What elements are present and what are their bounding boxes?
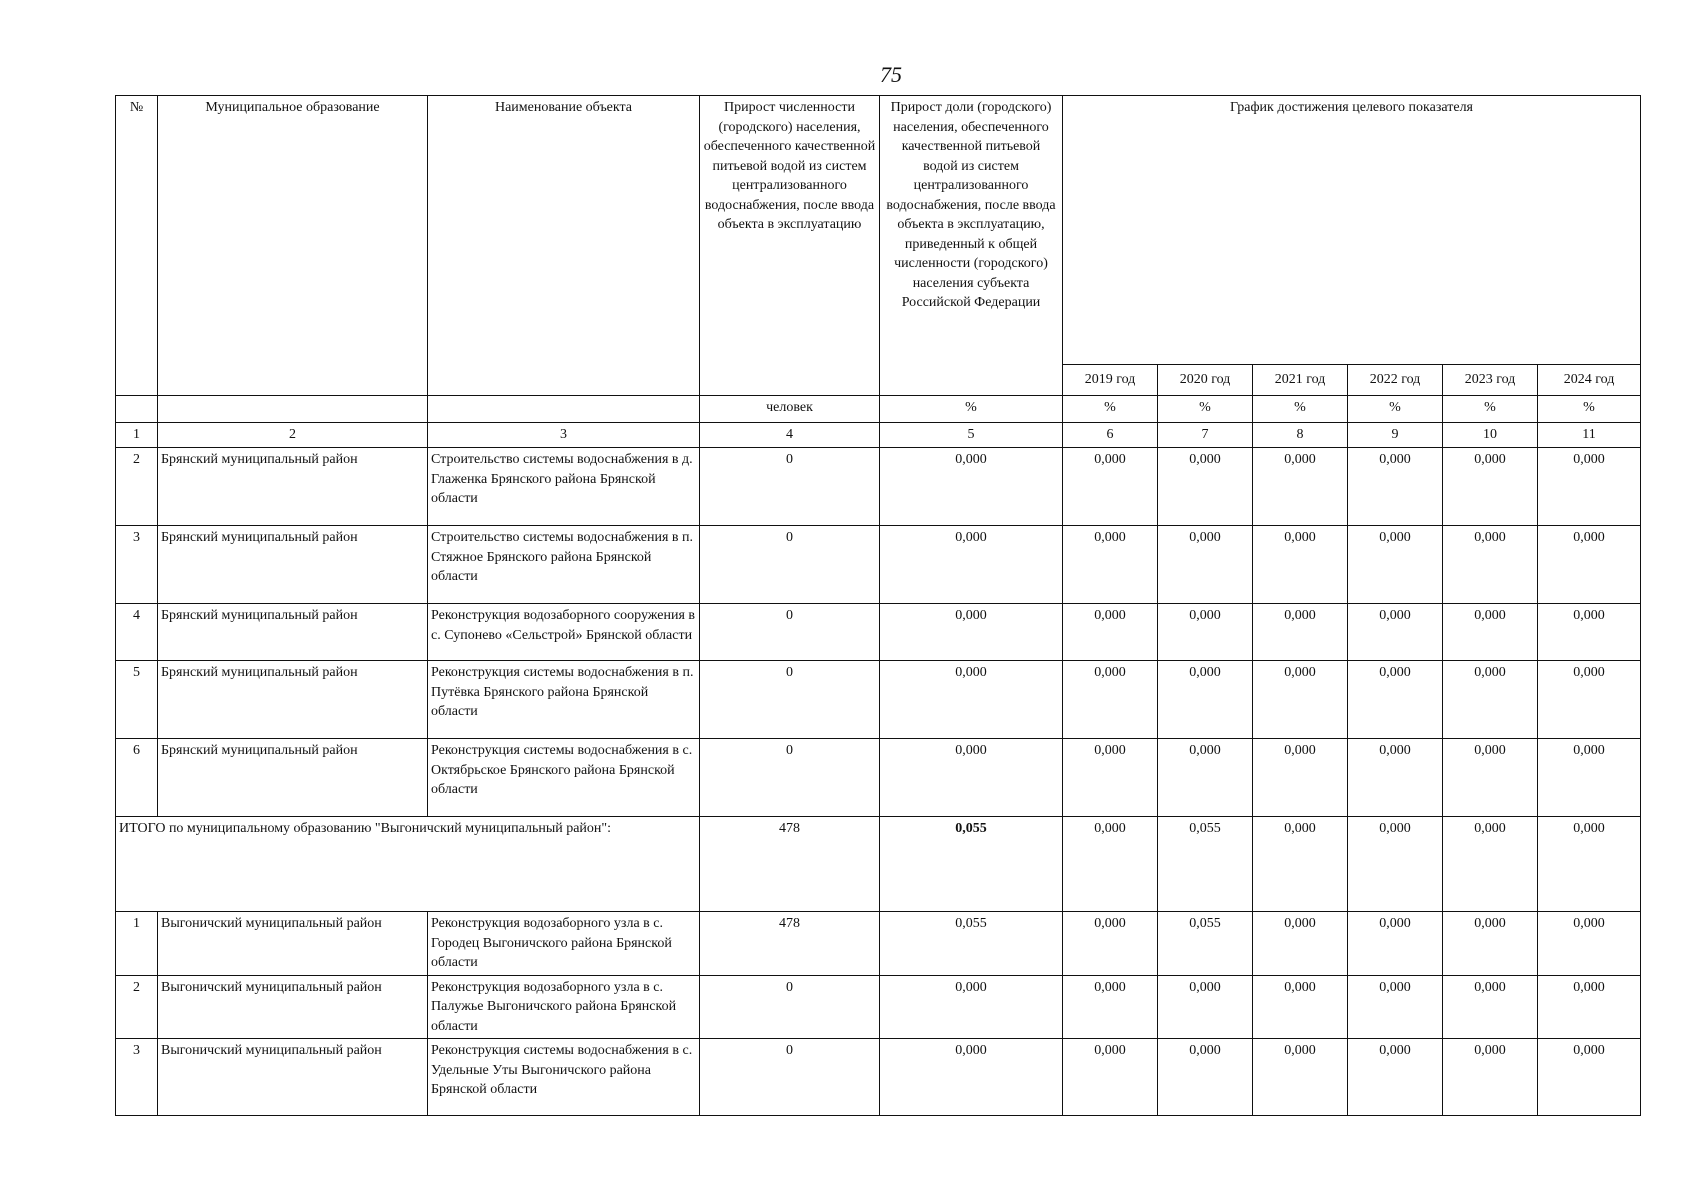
row-no: 3 <box>116 526 158 604</box>
row-year-value: 0,000 <box>1538 604 1641 661</box>
row-year-value: 0,000 <box>1443 739 1538 817</box>
row-year-value: 0,000 <box>1443 912 1538 976</box>
table-row <box>116 448 1641 526</box>
row-year-value: 0,000 <box>1443 975 1538 1039</box>
row-year-value: 0,000 <box>1538 661 1641 739</box>
header-schedule: График достижения целевого показателя <box>1063 96 1641 365</box>
row-year-value: 0,000 <box>1348 604 1443 661</box>
column-numbers-row <box>116 423 1641 448</box>
page-number: 75 <box>880 62 902 87</box>
row-share: 0,000 <box>880 526 1063 604</box>
row-year-value: 0,000 <box>1158 526 1253 604</box>
row-municipality: Брянский муниципальный район <box>158 661 428 739</box>
table-row <box>116 739 1641 817</box>
row-people: 0 <box>700 604 880 661</box>
target-indicator-table <box>115 95 1641 1116</box>
total-share: 0,055 <box>880 817 1063 912</box>
row-year-value: 0,000 <box>1443 661 1538 739</box>
total-year-value: 0,000 <box>1443 817 1538 912</box>
table-row <box>116 661 1641 739</box>
unit-people: человек <box>700 396 880 423</box>
row-no: 2 <box>116 448 158 526</box>
header-no: № <box>116 96 158 396</box>
row-year-value: 0,000 <box>1443 1039 1538 1116</box>
row-year-value: 0,000 <box>1063 1039 1158 1116</box>
header-year: 2021 год <box>1253 365 1348 396</box>
row-share: 0,055 <box>880 912 1063 976</box>
row-share: 0,000 <box>880 975 1063 1039</box>
unit-percent: % <box>1063 396 1158 423</box>
table-row <box>116 1039 1641 1116</box>
column-number: 2 <box>158 423 428 448</box>
header-population-growth: Прирост численности (городского) населения, обеспеченного качественной питьевой водой из систем централизованного водоснабжения, после ввода объекта в эксплуатацию <box>700 96 880 396</box>
row-year-value: 0,000 <box>1348 448 1443 526</box>
unit-percent: % <box>1158 396 1253 423</box>
unit-empty <box>428 396 700 423</box>
row-people: 0 <box>700 1039 880 1116</box>
row-people: 0 <box>700 739 880 817</box>
column-number: 7 <box>1158 423 1253 448</box>
row-municipality: Брянский муниципальный район <box>158 604 428 661</box>
row-object: Реконструкция системы водоснабжения в п. Путёвка Брянского района Брянской области <box>428 661 700 739</box>
row-no: 4 <box>116 604 158 661</box>
row-year-value: 0,000 <box>1063 448 1158 526</box>
header-year: 2022 год <box>1348 365 1443 396</box>
row-people: 0 <box>700 448 880 526</box>
row-year-value: 0,000 <box>1253 526 1348 604</box>
row-year-value: 0,000 <box>1443 526 1538 604</box>
row-year-value: 0,000 <box>1063 739 1158 817</box>
column-number: 3 <box>428 423 700 448</box>
header-year: 2019 год <box>1063 365 1158 396</box>
header-year: 2023 год <box>1443 365 1538 396</box>
row-no: 5 <box>116 661 158 739</box>
row-share: 0,000 <box>880 1039 1063 1116</box>
total-people: 478 <box>700 817 880 912</box>
table-row <box>116 526 1641 604</box>
row-year-value: 0,000 <box>1443 604 1538 661</box>
column-number: 9 <box>1348 423 1443 448</box>
table-row <box>116 975 1641 1039</box>
column-number: 6 <box>1063 423 1158 448</box>
column-number: 8 <box>1253 423 1348 448</box>
row-year-value: 0,000 <box>1538 1039 1641 1116</box>
row-object: Реконструкция системы водоснабжения в с. Удельные Уты Выгоничского района Брянской области <box>428 1039 700 1116</box>
row-municipality: Брянский муниципальный район <box>158 526 428 604</box>
header-year: 2020 год <box>1158 365 1253 396</box>
row-year-value: 0,000 <box>1158 1039 1253 1116</box>
row-year-value: 0,000 <box>1158 448 1253 526</box>
total-row <box>116 817 1641 912</box>
unit-empty <box>158 396 428 423</box>
row-object: Строительство системы водоснабжения в п. Стяжное Брянского района Брянской области <box>428 526 700 604</box>
unit-percent: % <box>880 396 1063 423</box>
row-year-value: 0,000 <box>1158 604 1253 661</box>
row-year-value: 0,000 <box>1443 448 1538 526</box>
row-year-value: 0,000 <box>1253 604 1348 661</box>
row-municipality: Выгоничский муниципальный район <box>158 1039 428 1116</box>
unit-percent: % <box>1253 396 1348 423</box>
total-label: ИТОГО по муниципальному образованию "Выгоничский муниципальный район": <box>116 817 700 912</box>
row-object: Строительство системы водоснабжения в д. Глаженка Брянского района Брянской области <box>428 448 700 526</box>
row-year-value: 0,000 <box>1348 526 1443 604</box>
row-municipality: Выгоничский муниципальный район <box>158 975 428 1039</box>
row-year-value: 0,000 <box>1253 739 1348 817</box>
row-people: 0 <box>700 975 880 1039</box>
row-people: 478 <box>700 912 880 976</box>
header-municipality: Муниципальное образование <box>158 96 428 396</box>
row-share: 0,000 <box>880 448 1063 526</box>
row-year-value: 0,000 <box>1063 661 1158 739</box>
row-no: 1 <box>116 912 158 976</box>
row-share: 0,000 <box>880 661 1063 739</box>
header-year: 2024 год <box>1538 365 1641 396</box>
row-year-value: 0,000 <box>1538 739 1641 817</box>
row-year-value: 0,000 <box>1348 739 1443 817</box>
row-year-value: 0,000 <box>1348 975 1443 1039</box>
header-share-growth: Прирост доли (городского) населения, обеспеченного качественной питьевой водой из систем централизованного водоснабжения, после ввода объекта в эксплуатацию, приведенный к общей численности (городского) населения субъекта Российской Федерации <box>880 96 1063 396</box>
unit-percent: % <box>1348 396 1443 423</box>
row-people: 0 <box>700 526 880 604</box>
row-year-value: 0,000 <box>1063 604 1158 661</box>
row-no: 6 <box>116 739 158 817</box>
row-no: 3 <box>116 1039 158 1116</box>
row-year-value: 0,000 <box>1253 975 1348 1039</box>
unit-empty <box>116 396 158 423</box>
row-year-value: 0,000 <box>1348 1039 1443 1116</box>
header-row <box>116 96 1641 365</box>
column-number: 4 <box>700 423 880 448</box>
total-year-value: 0,000 <box>1253 817 1348 912</box>
table-row <box>116 604 1641 661</box>
row-year-value: 0,000 <box>1538 448 1641 526</box>
row-object: Реконструкция системы водоснабжения в с. Октябрьское Брянского района Брянской области <box>428 739 700 817</box>
total-year-value: 0,000 <box>1538 817 1641 912</box>
unit-percent: % <box>1443 396 1538 423</box>
total-year-value: 0,055 <box>1158 817 1253 912</box>
row-object: Реконструкция водозаборного узла в с. Палужье Выгоничского района Брянской области <box>428 975 700 1039</box>
row-municipality: Брянский муниципальный район <box>158 739 428 817</box>
row-share: 0,000 <box>880 739 1063 817</box>
total-year-value: 0,000 <box>1063 817 1158 912</box>
row-year-value: 0,000 <box>1348 661 1443 739</box>
row-year-value: 0,000 <box>1063 526 1158 604</box>
row-municipality: Выгоничский муниципальный район <box>158 912 428 976</box>
column-number: 1 <box>116 423 158 448</box>
column-number: 5 <box>880 423 1063 448</box>
table-row <box>116 912 1641 976</box>
unit-percent: % <box>1538 396 1641 423</box>
row-year-value: 0,000 <box>1348 912 1443 976</box>
row-year-value: 0,000 <box>1158 739 1253 817</box>
row-year-value: 0,000 <box>1253 448 1348 526</box>
row-year-value: 0,000 <box>1253 661 1348 739</box>
row-year-value: 0,000 <box>1158 661 1253 739</box>
header-object: Наименование объекта <box>428 96 700 396</box>
row-people: 0 <box>700 661 880 739</box>
row-year-value: 0,055 <box>1158 912 1253 976</box>
row-year-value: 0,000 <box>1538 526 1641 604</box>
row-year-value: 0,000 <box>1538 912 1641 976</box>
units-row <box>116 396 1641 423</box>
row-object: Реконструкция водозаборного узла в с. Городец Выгоничского района Брянской области <box>428 912 700 976</box>
row-no: 2 <box>116 975 158 1039</box>
row-year-value: 0,000 <box>1253 1039 1348 1116</box>
row-year-value: 0,000 <box>1063 975 1158 1039</box>
row-year-value: 0,000 <box>1538 975 1641 1039</box>
total-year-value: 0,000 <box>1348 817 1443 912</box>
row-year-value: 0,000 <box>1158 975 1253 1039</box>
row-year-value: 0,000 <box>1063 912 1158 976</box>
column-number: 11 <box>1538 423 1641 448</box>
row-share: 0,000 <box>880 604 1063 661</box>
row-object: Реконструкция водозаборного сооружения в с. Супонево «Сельстрой» Брянской области <box>428 604 700 661</box>
row-year-value: 0,000 <box>1253 912 1348 976</box>
row-municipality: Брянский муниципальный район <box>158 448 428 526</box>
column-number: 10 <box>1443 423 1538 448</box>
